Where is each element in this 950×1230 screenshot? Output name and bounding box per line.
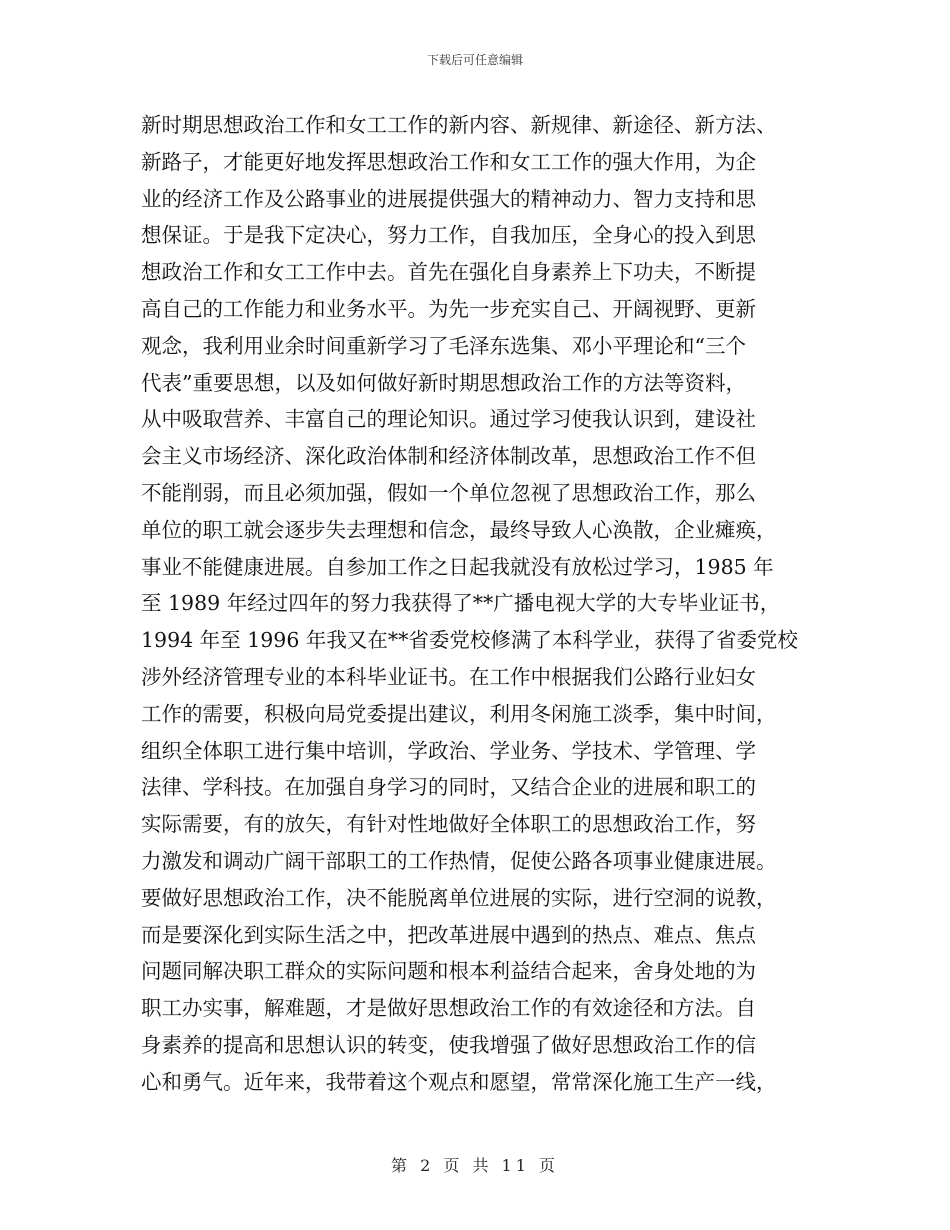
- body-line: 想保证。于是我下定决心，努力工作，自我加压，全身心的投入到思: [141, 223, 756, 248]
- body-line: 问题同解决职工群众的实际问题和根本利益结合起来，舍身处地的为: [141, 959, 756, 984]
- body-line: 心和勇气。近年来，我带着这个观点和愿望，常常深化施工生产一线，: [141, 1069, 777, 1094]
- body-line: 事业不能健康进展。自参加工作之日起我就没有放松过学习，1985 年: [141, 554, 774, 579]
- document-body: [141, 107, 813, 1101]
- body-line: 至 1989 年经过四年的努力我获得了**广播电视大学的大专毕业证书，: [141, 591, 781, 616]
- body-line: 实际需要，有的放矢，有针对性地做好全体职工的思想政治工作，努: [141, 812, 756, 837]
- body-line: 组织全体职工进行集中培训，学政治、学业务、学技术、学管理、学: [141, 738, 756, 763]
- body-line: 不能削弱，而且必须加强，假如一个单位忽视了思想政治工作，那么: [141, 480, 756, 505]
- body-line: 新时期思想政治工作和女工工作的新内容、新规律、新途径、新方法、: [141, 113, 777, 137]
- page-number-footer: 第 2 页 共 11 页: [391, 1156, 559, 1175]
- body-line: 要做好思想政治工作，决不能脱离单位进展的实际，进行空洞的说教，: [141, 885, 777, 910]
- body-line: 业的经济工作及公路事业的进展提供强大的精神动力、智力支持和思: [141, 186, 756, 211]
- body-line: 法律、学科技。在加强自身学习的同时，又结合企业的进展和职工的: [141, 775, 756, 800]
- body-line: 1994 年至 1996 年我又在**省委党校修满了本科学业，获得了省委党校: [141, 628, 798, 653]
- body-line: 会主义市场经济、深化政治体制和经济体制改革，思想政治工作不但: [141, 444, 756, 469]
- body-line: 从中吸取营养、丰富自己的理论知识。通过学习使我认识到，建设社: [141, 407, 756, 432]
- body-line: 代表”重要思想，以及如何做好新时期思想政治工作的方法等资料，: [141, 370, 746, 395]
- body-line: 身素养的提高和思想认识的转变，使我增强了做好思想政治工作的信: [141, 1032, 756, 1057]
- body-line: 涉外经济管理专业的本科毕业证书。在工作中根据我们公路行业妇女: [141, 664, 756, 689]
- page-header-note: 下载后可任意编辑: [426, 53, 523, 67]
- body-line: 观念，我利用业余时间重新学习了毛泽东选集、邓小平理论和“三个: [141, 333, 746, 358]
- body-line: 新路子，才能更好地发挥思想政治工作和女工工作的强大作用，为企: [141, 149, 756, 174]
- body-line: 而是要深化到实际生活之中，把改革进展中遇到的热点、难点、焦点: [141, 922, 756, 947]
- body-line: 高自己的工作能力和业务水平。为先一步充实自己、开阔视野、更新: [141, 296, 756, 321]
- body-line: 单位的职工就会逐步失去理想和信念，最终导致人心涣散，企业瘫痪，: [141, 517, 777, 542]
- body-line: 工作的需要，积极向局党委提出建议，利用冬闲施工淡季，集中时间，: [141, 701, 777, 726]
- body-line: 力激发和调动广阔干部职工的工作热情，促使公路各项事业健康进展。: [141, 848, 777, 873]
- body-line: 想政治工作和女工工作中去。首先在强化自身素养上下功夫，不断提: [141, 260, 756, 285]
- body-line: 职工办实事，解难题，才是做好思想政治工作的有效途径和方法。自: [141, 996, 756, 1021]
